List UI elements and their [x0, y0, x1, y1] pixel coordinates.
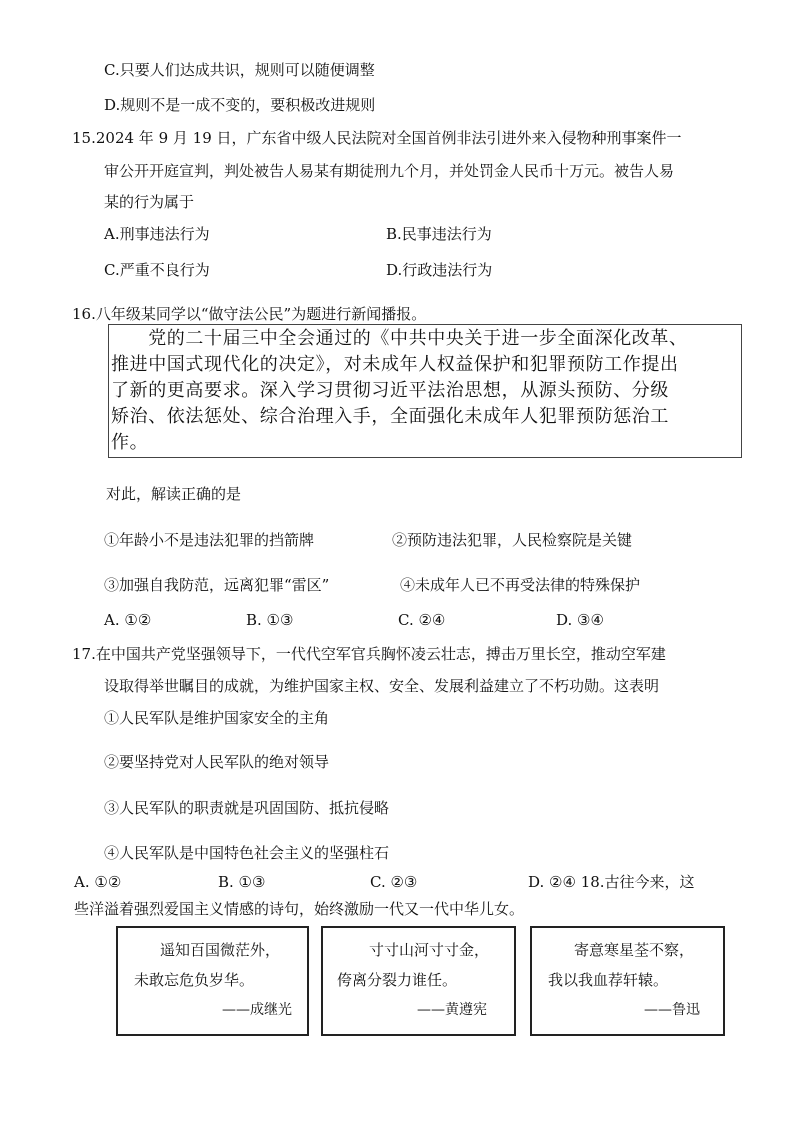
quote-line-3: 了新的更高要求。深入学习贯彻习近平法治思想，从源头预防、分级 — [111, 380, 669, 401]
quote-line-5: 作。 — [111, 432, 149, 453]
poem-box-3 — [530, 926, 725, 1036]
q17-statement-2: ②要坚持党对人民军队的绝对领导 — [104, 753, 330, 771]
poem-3-author: ——鲁迅 — [644, 1002, 700, 1018]
q17-statement-1: ①人民军队是维护国家安全的主角 — [104, 709, 330, 727]
q17-statement-3: ③人民军队的职责就是巩固国防、抵抗侵略 — [104, 799, 390, 817]
quote-line-2: 推进中国式现代化的决定》，对未成年人权益保护和犯罪预防工作提出 — [111, 354, 679, 375]
q15-option-a: A.刑事违法行为 — [104, 225, 210, 243]
q17-option-d: D. ②④ 18.古往今来，这 — [528, 873, 695, 891]
q16-option-a: A. ①② — [104, 611, 152, 629]
quote-line-1: 党的二十届三中全会通过的《中共中央关于进一步全面深化改革、 — [111, 328, 688, 349]
poem-2-author: ——黄遵宪 — [417, 1002, 487, 1018]
q15-option-d: D.行政违法行为 — [386, 261, 493, 279]
q16-option-b: B. ①③ — [246, 611, 294, 629]
poem-3-line-2: 我以我血荐轩辕。 — [548, 971, 669, 989]
q18-stem: 些洋溢着强烈爱国主义情感的诗句，始终激励一代又一代中华儿女。 — [74, 900, 525, 918]
q16-news-quote-box — [108, 324, 742, 458]
q15-option-c: C.严重不良行为 — [104, 261, 210, 279]
q17-option-c: C. ②③ — [370, 873, 418, 891]
poem-2-line-2: 侉离分裂力谁任。 — [337, 971, 458, 989]
q15-option-b: B.民事违法行为 — [386, 225, 492, 243]
q16-statement-4: ④未成年人已不再受法律的特殊保护 — [400, 576, 641, 594]
quote-line-4: 矫治、依法惩处、综合治理入手，全面强化未成年人犯罪预防惩治工 — [111, 406, 669, 427]
q16-prompt: 对此，解读正确的是 — [106, 485, 242, 503]
poem-box-2 — [321, 926, 516, 1036]
q14-option-c: C.只要人们达成共识，规则可以随便调整 — [104, 61, 375, 79]
q17-stem-line2: 设取得举世瞩目的成就，为维护国家主权、安全、发展利益建立了不朽功勋。这表明 — [104, 677, 660, 695]
poem-box-1 — [116, 926, 309, 1036]
q16-statement-2: ②预防违法犯罪，人民检察院是关键 — [392, 531, 633, 549]
q17-option-a: A. ①② — [74, 873, 122, 891]
q17-stem-line1: 17.在中国共产党坚强领导下，一代代空军官兵胸怀凌云壮志，搏击万里长空，推动空军建 — [72, 645, 666, 663]
q16-statement-3: ③加强自我防范，远离犯罪“雷区” — [104, 576, 330, 594]
q16-statement-1: ①年龄小不是违法犯罪的挡箭牌 — [104, 531, 315, 549]
q16-option-c: C. ②④ — [398, 611, 446, 629]
q16-option-d: D. ③④ — [556, 611, 604, 629]
poem-1-line-2: 未敢忘危负岁华。 — [134, 971, 255, 989]
poem-3-line-1: 寄意寒星荃不察， — [574, 941, 695, 959]
q15-stem-line1: 15.2024 年 9 月 19 日，广东省中级人民法院对全国首例非法引进外来入侵物种刑事案件一 — [72, 129, 682, 147]
poem-1-line-1: 遥知百国微茫外， — [160, 941, 281, 959]
q15-stem-line2: 审公开开庭宣判，判处被告人易某有期徒刑九个月，并处罚金人民币十万元。被告人易 — [104, 162, 675, 180]
q15-stem-line3: 某的行为属于 — [104, 193, 195, 211]
q14-option-d: D.规则不是一成不变的，要积极改进规则 — [104, 96, 376, 114]
q17-statement-4: ④人民军队是中国特色社会主义的坚强柱石 — [104, 844, 390, 862]
poem-2-line-1: 寸寸山河寸寸金， — [369, 941, 490, 959]
q17-option-b: B. ①③ — [218, 873, 266, 891]
poem-1-author: ——成继光 — [222, 1002, 292, 1018]
q16-stem: 16.八年级某同学以“做守法公民”为题进行新闻播报。 — [72, 305, 427, 323]
